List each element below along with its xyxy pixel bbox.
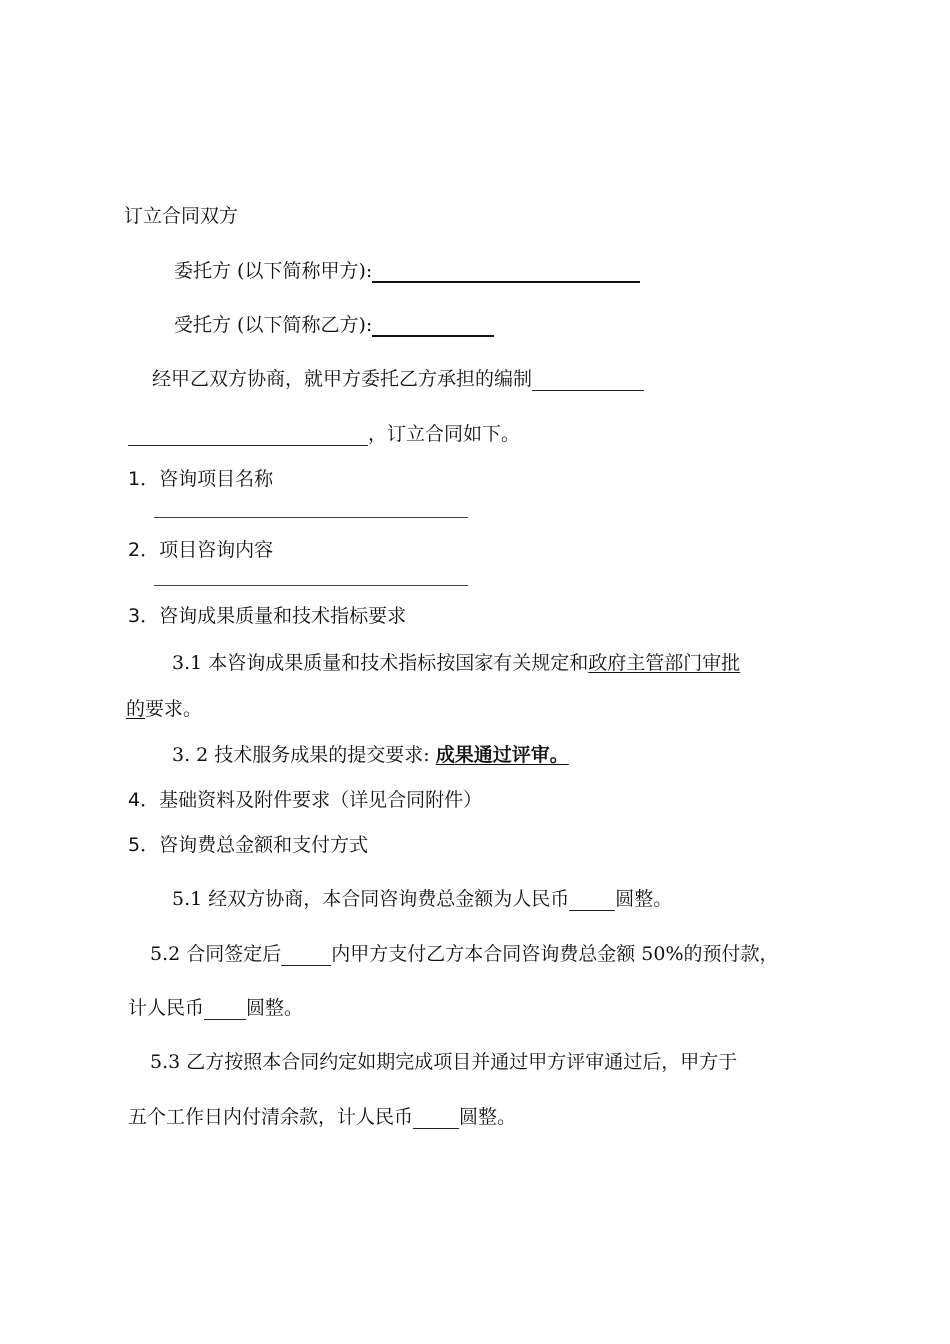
preamble-line2 bbox=[128, 422, 520, 446]
section-3-2 bbox=[172, 743, 569, 767]
section-3-1-line2 bbox=[126, 697, 202, 721]
project-name-blank-1[interactable] bbox=[532, 370, 644, 391]
section-5-1-text: 5.1 经双方协商，本合同咨询费总金额为人民币 bbox=[172, 888, 570, 910]
section-5-3-line2-prefix: 五个工作日内付清余款，计人民币 bbox=[128, 1106, 414, 1128]
preamble-text: 经甲乙双方协商，就甲方委托乙方承担的编制 bbox=[152, 368, 533, 390]
parties-heading: 订立合同双方 bbox=[124, 205, 239, 227]
section-3-2-bold: 成果通过评审。 bbox=[435, 744, 569, 766]
section-5-3-amount-blank[interactable] bbox=[413, 1108, 459, 1129]
section-5-2-line2 bbox=[128, 996, 303, 1020]
section-3-1-line2-underlined: 的 bbox=[126, 698, 146, 720]
section-4-title: 4．基础资料及附件要求（详见合同附件） bbox=[128, 789, 483, 811]
section-5-2-line2-prefix: 计人民币 bbox=[128, 997, 205, 1019]
section-3-1-underlined: 政府主管部门审批 bbox=[588, 652, 741, 674]
section-5-3-line1: 5.3 乙方按照本合同约定如期完成项目并通过甲方评审通过后，甲方于 bbox=[150, 1051, 738, 1073]
section-5-2-line1 bbox=[150, 942, 779, 966]
section-5-2-prefix: 5.2 合同签定后 bbox=[150, 943, 282, 965]
preamble-suffix: ，订立合同如下。 bbox=[368, 423, 521, 445]
section-5-title: 5．咨询费总金额和支付方式 bbox=[128, 834, 369, 856]
section-1-title: 1．咨询项目名称 bbox=[128, 468, 274, 490]
party-b-label: 受托方 (以下简称乙方): bbox=[174, 314, 373, 336]
section-2-rule bbox=[154, 585, 468, 586]
section-5-1-blank[interactable] bbox=[569, 890, 615, 911]
section-5-1-suffix: 圆整。 bbox=[615, 888, 673, 910]
project-name-blank-2[interactable] bbox=[128, 425, 368, 446]
party-a-blank[interactable] bbox=[372, 261, 640, 283]
section-1-rule bbox=[154, 517, 468, 518]
section-5-2-line2-suffix: 圆整。 bbox=[246, 997, 304, 1019]
section-5-2-amount-blank[interactable] bbox=[204, 999, 246, 1020]
section-3-1-line1 bbox=[172, 651, 740, 675]
section-5-2-period-blank[interactable] bbox=[281, 945, 331, 966]
section-3-1-line2-text: 要求。 bbox=[145, 698, 203, 720]
party-a-row bbox=[174, 259, 640, 283]
section-5-3-line2 bbox=[128, 1105, 516, 1129]
section-5-1 bbox=[172, 887, 672, 911]
section-2-title: 2．项目咨询内容 bbox=[128, 539, 274, 561]
section-3-2-text: 3. 2 技术服务成果的提交要求: bbox=[172, 744, 436, 766]
party-a-label: 委托方 (以下简称甲方): bbox=[174, 260, 373, 282]
section-3-1-text: 3.1 本咨询成果质量和技术指标按国家有关规定和 bbox=[172, 652, 589, 674]
party-b-row bbox=[174, 313, 494, 337]
party-b-blank[interactable] bbox=[372, 315, 494, 337]
section-5-2-middle: 内甲方支付乙方本合同咨询费总金额 50%的预付款， bbox=[331, 943, 779, 965]
preamble-line1 bbox=[152, 367, 644, 391]
section-5-3-line2-suffix: 圆整。 bbox=[459, 1106, 517, 1128]
section-3-title: 3．咨询成果质量和技术指标要求 bbox=[128, 605, 407, 627]
